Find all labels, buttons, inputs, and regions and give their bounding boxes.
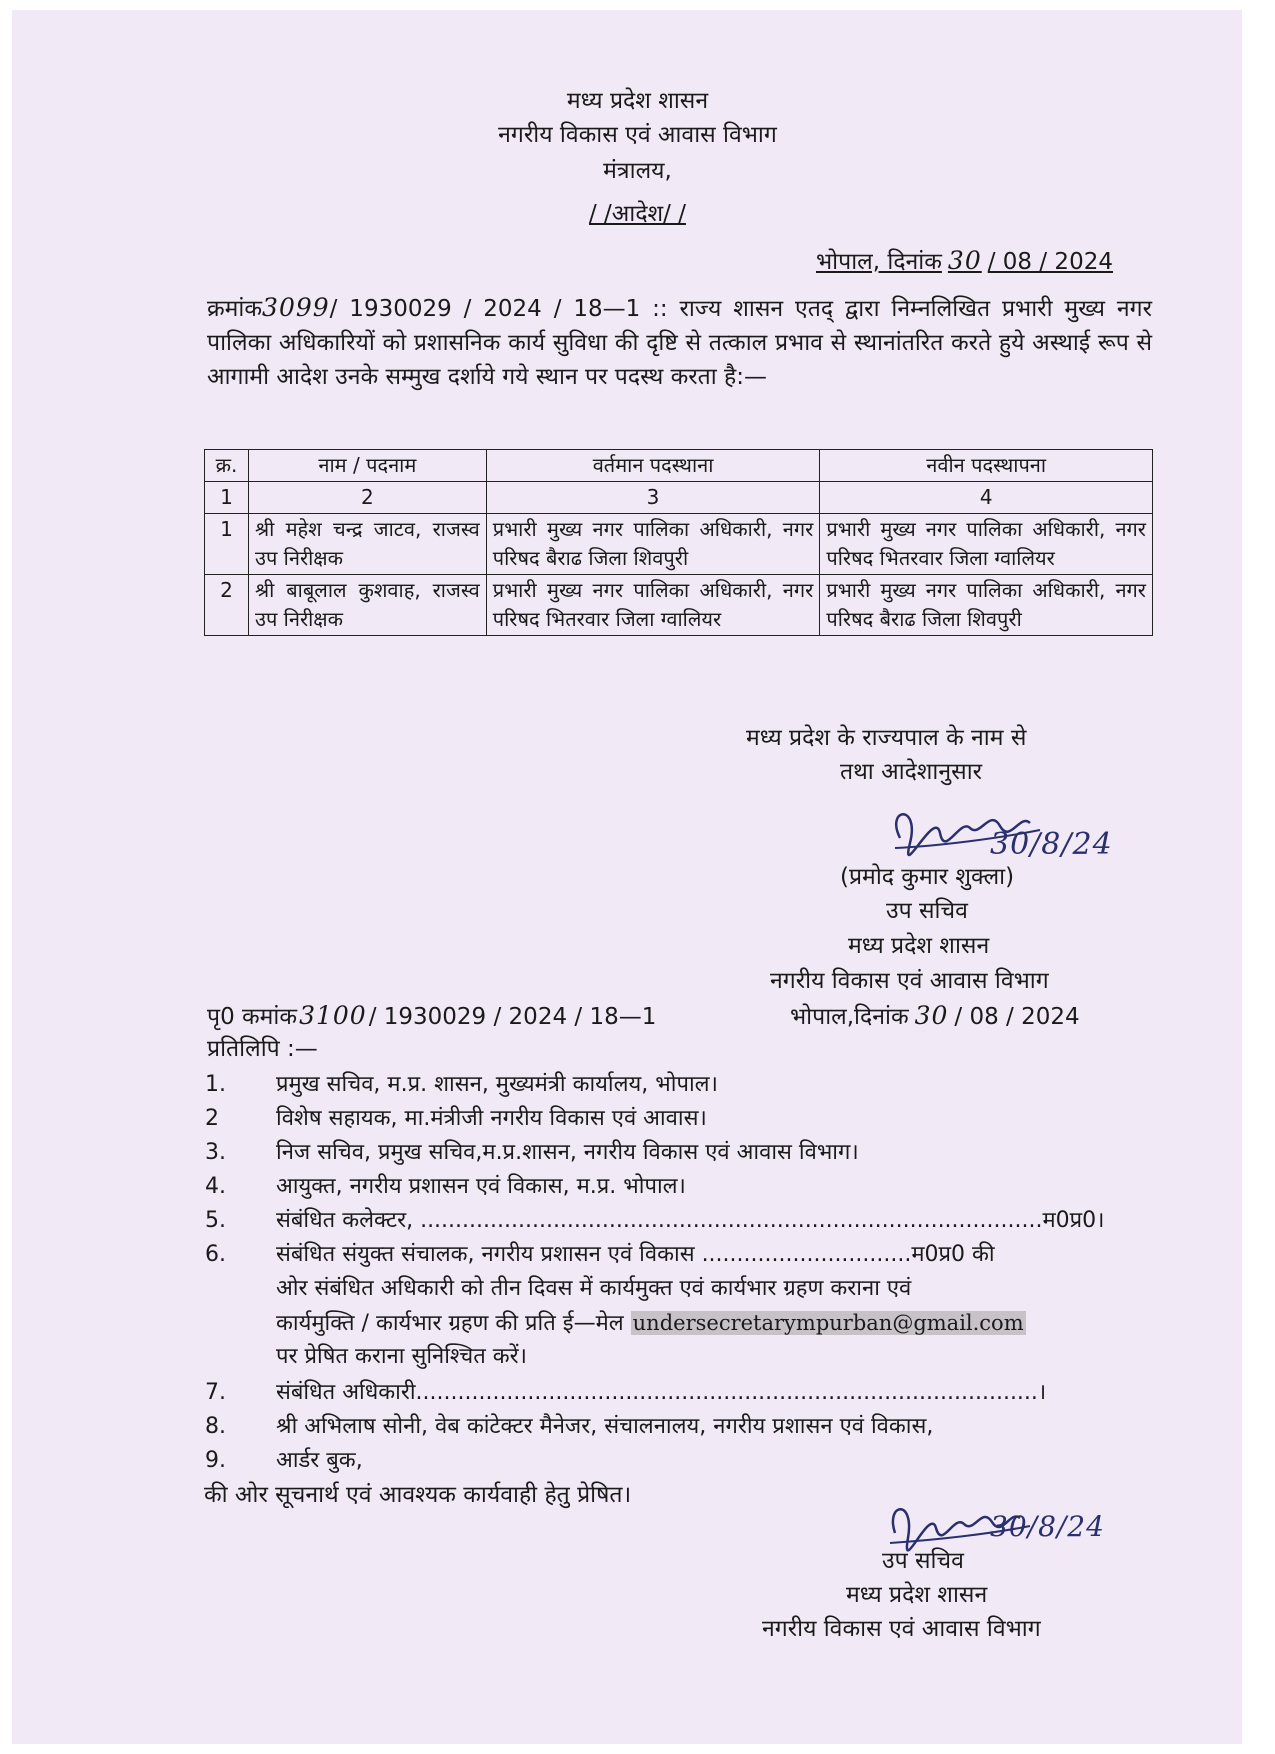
- list-item: आयुक्त, नगरीय प्रशासन एवं विकास, म.प्र. भोपाल।: [276, 1174, 686, 1199]
- list-item-number: 6.: [205, 1242, 226, 1267]
- col-header-sr: क्र.: [205, 450, 249, 482]
- order-text: / 1930029 / 2024 / 18—1 :: राज्य शासन एतद् द्वारा निम्नलिखित प्रभारी मुख्य नगर पालिका अधिकारियों को प्रशासनिक कार्य सुविधा की दृष्टि से तत्काल प्रभाव से स्थानांतरित करते हुये अस्थाई रूप से आगामी आदेश उनके सम्मुख दर्शाये गये स्थान पर पदस्थ करता है:—: [207, 296, 1152, 390]
- footer-designation: उप सचिव: [882, 1548, 964, 1574]
- col-header-new: नवीन पदस्थापना: [820, 450, 1153, 482]
- col-number: 3: [486, 482, 820, 514]
- row-name: श्री बाबूलाल कुशवाह, राजस्व उप निरीक्षक: [248, 575, 486, 636]
- order-paragraph: [207, 291, 1152, 394]
- list-item-number: 9.: [205, 1448, 226, 1473]
- list-item-number: 2: [205, 1106, 219, 1131]
- row-new-posting: प्रभारी मुख्य नगर पालिका अधिकारी, नगर परिषद भितरवार जिला ग्वालियर: [820, 514, 1153, 575]
- row-new-posting: प्रभारी मुख्य नगर पालिका अधिकारी, नगर परिषद बैराढ जिला शिवपुरी: [820, 575, 1153, 636]
- list-item-number: 1.: [205, 1072, 226, 1097]
- endorsement-number: [207, 1001, 656, 1032]
- signature-date: 30/8/24: [990, 827, 1113, 862]
- list-item: आर्डर बुक,: [276, 1448, 363, 1473]
- col-number: 1: [205, 482, 249, 514]
- endorsement-prefix: पृ0 कमांक: [207, 1004, 298, 1030]
- transfer-table: [204, 449, 1153, 636]
- endorsement-date: [790, 1001, 1080, 1032]
- footer-org2: नगरीय विकास एवं आवास विभाग: [762, 1616, 1041, 1642]
- endorsement-number-handwritten: 3100: [299, 1001, 367, 1030]
- list-item-number: 5.: [205, 1208, 226, 1233]
- list-item: प्रमुख सचिव, म.प्र. शासन, मुख्यमंत्री कार्यालय, भोपाल।: [276, 1072, 718, 1097]
- list-item: संबंधित अधिकारी.........................................................................................।: [276, 1380, 1047, 1405]
- row-sr: 2: [205, 575, 249, 636]
- copy-label: प्रतिलिपि :—: [207, 1036, 318, 1062]
- endorsement-date-day: 30: [914, 1001, 949, 1030]
- email-prefix-text: कार्यमुक्ति / कार्यभार ग्रहण की प्रति ई—मेल: [276, 1311, 624, 1336]
- date-prefix: भोपाल, दिनांक: [816, 249, 942, 275]
- order-title: / /आदेश/ /: [589, 201, 686, 227]
- header-department: नगरीय विकास एवं आवास विभाग: [498, 122, 777, 148]
- list-item: श्री अभिलाष सोनी, वेब कांटेक्टर मैनेजर, संचालनालय, नगरीय प्रशासन एवं विकास,: [276, 1414, 934, 1439]
- date-day-handwritten: 30: [947, 246, 982, 275]
- authority-line2: तथा आदेशानुसार: [840, 759, 983, 785]
- table-header-row: [205, 450, 1153, 482]
- list-item-number: 8.: [205, 1414, 226, 1439]
- col-header-current: वर्तमान पदस्थाना: [486, 450, 820, 482]
- col-number: 4: [820, 482, 1153, 514]
- col-number: 2: [248, 482, 486, 514]
- order-date: [816, 246, 1113, 277]
- endorsement-rest: / 1930029 / 2024 / 18—1: [368, 1004, 657, 1030]
- list-item: विशेष सहायक, मा.मंत्रीजी नगरीय विकास एवं आवास।: [276, 1106, 707, 1131]
- row-current-posting: प्रभारी मुख्य नगर पालिका अधिकारी, नगर परिषद भितरवार जिला ग्वालियर: [486, 575, 820, 636]
- email-address: undersecretarympurban@gmail.com: [632, 1311, 1024, 1335]
- list-item-continued: ओर संबंधित अधिकारी को तीन दिवस में कार्यमुक्त एवं कार्यभार ग्रहण कराना एवं: [276, 1276, 912, 1301]
- signatory-org1: मध्य प्रदेश शासन: [848, 933, 990, 959]
- order-number-prefix: क्रमांक: [207, 296, 263, 322]
- list-item-number: 7.: [205, 1380, 226, 1405]
- endorsement-date-prefix: भोपाल,दिनांक: [790, 1004, 909, 1030]
- signatory-designation: उप सचिव: [886, 898, 968, 924]
- order-number-handwritten: 3099: [262, 293, 330, 322]
- signatory-org2: नगरीय विकास एवं आवास विभाग: [770, 968, 1049, 994]
- table-row: [205, 514, 1153, 575]
- list-item-continued: पर प्रेषित कराना सुनिश्चित करें।: [276, 1344, 528, 1369]
- table-colnum-row: [205, 482, 1153, 514]
- row-sr: 1: [205, 514, 249, 575]
- date-rest: / 08 / 2024: [987, 249, 1113, 275]
- list-item-number: 3.: [205, 1140, 226, 1165]
- footer-signature-date: 30/8/24: [990, 1510, 1105, 1543]
- list-item-continued: [276, 1308, 1026, 1339]
- row-current-posting: प्रभारी मुख्य नगर पालिका अधिकारी, नगर परिषद बैराढ जिला शिवपुरी: [486, 514, 820, 575]
- list-item: संबंधित संयुक्त संचालक, नगरीय प्रशासन एवं विकास ..............................म0प्र0 की: [276, 1242, 995, 1267]
- col-header-name: नाम / पदनाम: [248, 450, 486, 482]
- header-ministry: मंत्रालय,: [603, 158, 672, 184]
- row-name: श्री महेश चन्द्र जाटव, राजस्व उप निरीक्षक: [248, 514, 486, 575]
- table-row: [205, 575, 1153, 636]
- footer-org1: मध्य प्रदेश शासन: [846, 1582, 988, 1608]
- authority-line1: मध्य प्रदेश के राज्यपाल के नाम से: [746, 725, 1027, 751]
- endorsement-date-rest: / 08 / 2024: [954, 1004, 1080, 1030]
- list-item-number: 4.: [205, 1174, 226, 1199]
- list-item: निज सचिव, प्रमुख सचिव,म.प्र.शासन, नगरीय विकास एवं आवास विभाग।: [276, 1140, 859, 1165]
- closing-line: की ओर सूचनार्थ एवं आवश्यक कार्यवाही हेतु प्रेषित।: [204, 1482, 632, 1508]
- list-item: संबंधित कलेक्टर, .........................................................................................म0प्र0।: [276, 1208, 1105, 1233]
- signatory-name: (प्रमोद कुमार शुक्ला): [840, 864, 1015, 890]
- header-government: मध्य प्रदेश शासन: [566, 88, 709, 114]
